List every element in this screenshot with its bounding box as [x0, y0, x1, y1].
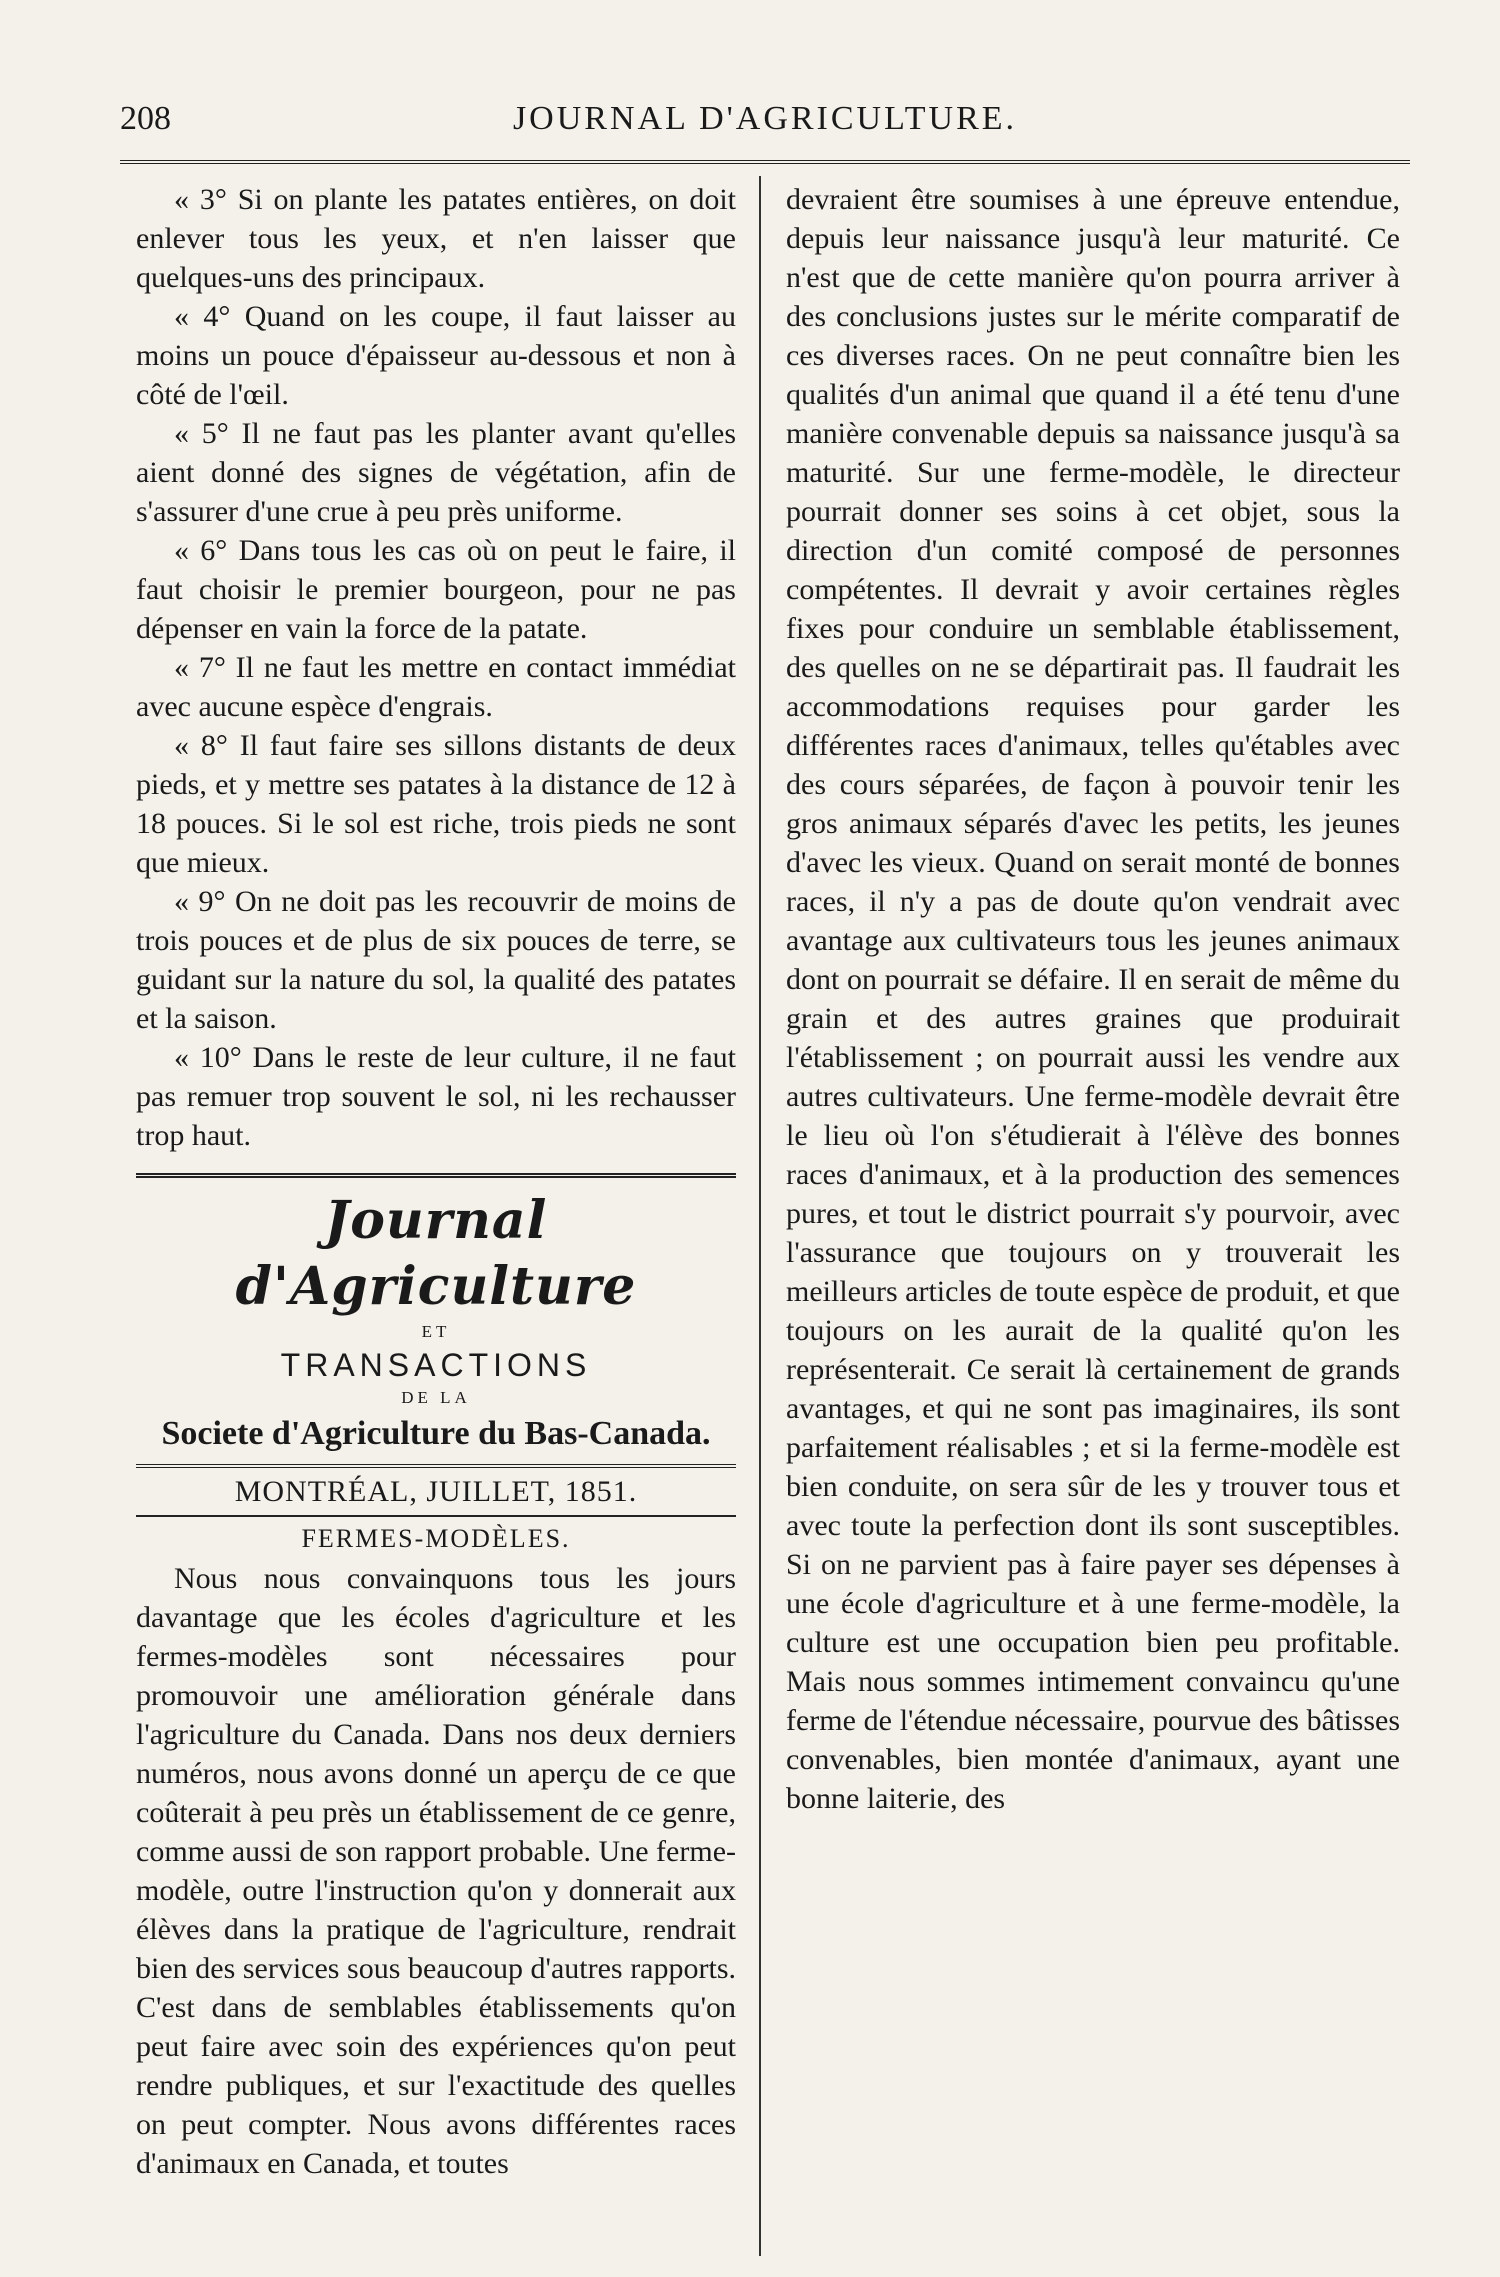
- dateline: MONTRÉAL, JUILLET, 1851.: [136, 1464, 736, 1517]
- page-header: [120, 100, 1410, 150]
- column-divider: [759, 176, 761, 2256]
- list-item: « 3° Si on plante les patates entières, on doit enlever tous les yeux, et n'en laisser que quelques-uns des principaux.: [136, 183, 736, 294]
- list-item: « 9° On ne doit pas les recouvrir de moins de trois pouces et de plus de six pouces de terre, se guidant sur la nature du sol, la qualité des patates et la saison.: [136, 885, 736, 1035]
- section-title: FERMES-MODÈLES.: [301, 1524, 571, 1553]
- header-rule: [120, 160, 1410, 164]
- list-item: « 7° Il ne faut les mettre en contact immédiat avec aucune espèce d'engrais.: [136, 651, 736, 723]
- masthead-title: Journal d'Agriculture: [235, 1190, 637, 1317]
- list-item: « 4° Quand on les coupe, il faut laisser au moins un pouce d'épaisseur au-dessous et non à côté de l'œil.: [136, 300, 736, 411]
- list-item: « 6° Dans tous les cas où on peut le faire, il faut choisir le premier bourgeon, pour ne pas dépenser en vain la force de la patate.: [136, 534, 736, 645]
- right-column: [786, 180, 1400, 1818]
- page-number: 208: [120, 100, 171, 137]
- masthead-et: ET: [421, 1322, 451, 1341]
- masthead-society: Societe d'Agriculture du Bas-Canada.: [161, 1415, 711, 1452]
- list-item: « 8° Il faut faire ses sillons distants de deux pieds, et y mettre ses patates à la distance de 12 à 18 pouces. Si le sol est riche, trois pieds ne sont que mieux.: [136, 729, 736, 879]
- masthead: [136, 1173, 736, 1458]
- left-column: [136, 180, 736, 2183]
- article-paragraph-continued: devraient être soumises à une épreuve entendue, depuis leur naissance jusqu'à leur maturité. Ce n'est que de cette manière qu'on pourra arriver à des conclusions justes sur le mérite comparatif de ces diverses races. On ne peut connaître bien les qualités d'un animal que quand il a été tenu d'une manière convenable depuis sa naissance jusqu'à sa maturité. Sur une ferme-modèle, le directeur pourrait donner ses soins à cet objet, sous la direction d'un comité composé de personnes compétentes. Il devrait y avoir certaines règles fixes pour conduire un semblable établissement, des quelles on ne se départirait pas. Il faudrait les accommodations requises pour garder les différentes races d'animaux, telles qu'étables avec des cours séparées, de façon à pouvoir tenir les gros animaux séparés d'avec les petits, les jeunes d'avec les vieux. Quand on serait monté de bonnes races, il n'y a pas de doute qu'on vendrait avec avantage aux cultivateurs tous les jeunes animaux dont on pourrait se défaire. Il en serait de même du grain et des autres graines que produirait l'établissement ; on pourrait aussi les vendre aux autres cultivateurs. Une ferme-modèle devrait être le lieu où l'on s'étudierait à l'élève des bonnes races d'animaux, et à la production des semences pures, et tout le district pourrait s'y pourvoir, avec l'assurance que toujours on y trouverait les meilleurs articles de toute espèce de produit, et que toujours on les aurait de la qualité qu'on les représenterait. Ce serait là certainement de grands avantages, et qui ne sont pas imaginaires, ils sont parfaitement réalisables ; et si la ferme-modèle est bien conduite, on sera sûr de les y trouver tous et avec toute la perfection dont ils sont susceptibles. Si on ne parvient pas à faire payer ses dépenses à une école d'agriculture et à une ferme-modèle, la culture est une occupation bien peu profitable. Mais nous sommes intimement convaincu qu'une ferme de l'étendue nécessaire, pourvue des bâtisses convenables, bien montée d'animaux, ayant une bonne laiterie, des: [786, 183, 1400, 1815]
- list-item: « 10° Dans le reste de leur culture, il ne faut pas remuer trop souvent le sol, ni les rechausser trop haut.: [136, 1041, 736, 1152]
- list-item: « 5° Il ne faut pas les planter avant qu'elles aient donné des signes de végétation, afin de s'assurer d'une crue à peu près uniforme.: [136, 417, 736, 528]
- running-title: JOURNAL D'AGRICULTURE.: [512, 100, 1018, 137]
- article-paragraph: Nous nous convainquons tous les jours davantage que les écoles d'agriculture et les fermes-modèles sont nécessaires pour promouvoir une amélioration générale dans l'agriculture du Canada. Dans nos deux derniers numéros, nous avons donné un aperçu de ce que coûterait à peu près un établissement de ce genre, comme aussi de son rapport probable. Une ferme-modèle, outre l'instruction qu'on y donnerait aux élèves dans la pratique de l'agriculture, rendrait bien des services sous beaucoup d'autres rapports. C'est dans de semblables établissements qu'on peut faire avec soin des expériences qu'on peut rendre publiques, et sur l'exactitude des quelles on peut compter. Nous avons différentes races d'animaux en Canada, et toutes: [136, 1562, 736, 2180]
- masthead-transactions: TRANSACTIONS: [280, 1347, 592, 1383]
- masthead-de-la: DE LA: [401, 1388, 471, 1407]
